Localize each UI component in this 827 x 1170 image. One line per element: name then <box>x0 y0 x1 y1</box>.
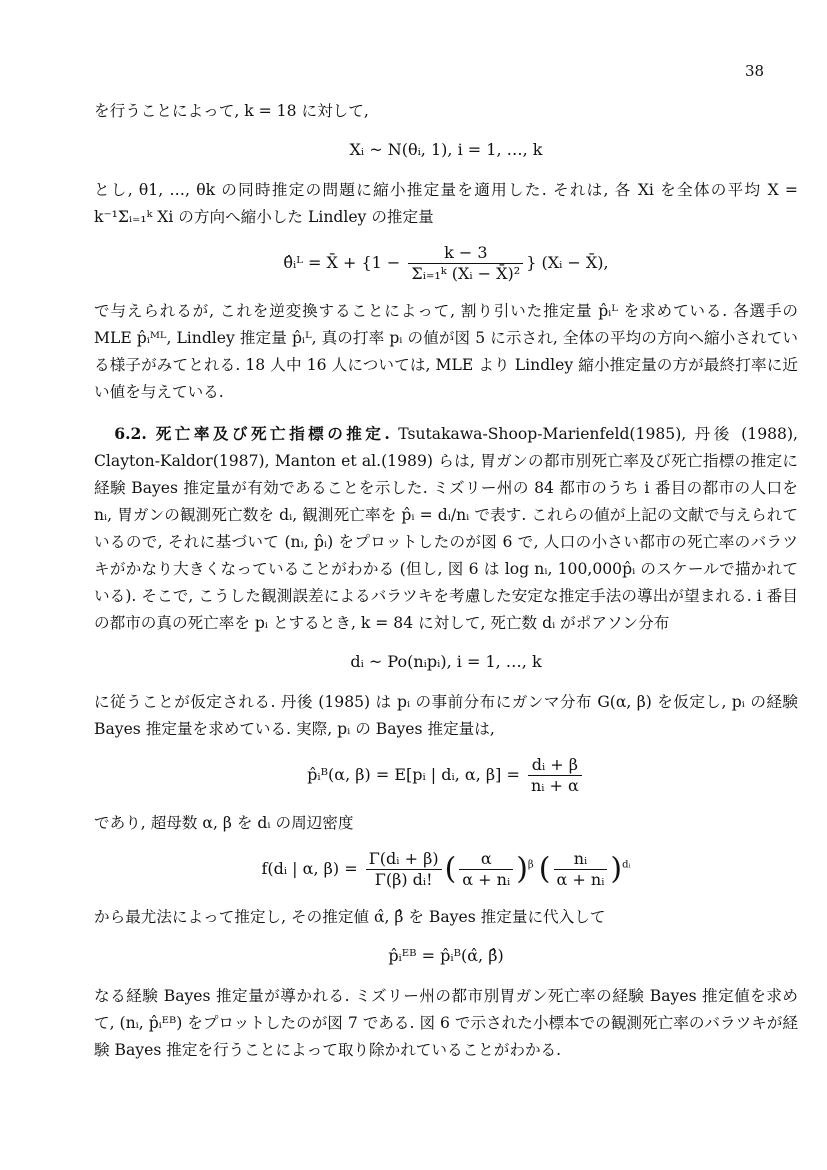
equation-marginal-lhs: f(dᵢ | α, β) = <box>261 859 363 878</box>
paragraph-marginal-density: であり, 超母数 α, β を dᵢ の周辺密度 <box>94 814 354 832</box>
equation-lindley-lhs: θ̂ᵢᴸ = X̄ + {1 − <box>283 253 406 272</box>
paragraph-gamma-prior: に従うことが仮定される. 丹後 (1985) は pᵢ の事前分布にガンマ分布 G(α, β) を仮定し, pᵢ の経験 Bayes 推定量を求めている. 実際, pᵢ の Bayes 推定量は, <box>94 693 798 738</box>
paragraph-discounted-estimator: で与えられるが, これを逆変換することによって, 割り引いた推定量 p̂ᵢᴸ を求めている. 各選手の MLE p̂ᵢᴹᴸ, Lindley 推定量 p̂ᵢᴸ, 真の打率 pᵢ の値が図 5 に示され, 全体の平均の方向へ縮小されている様子がみてとれる. 18 人中 16 人については, MLE より Lindley 縮小推定量の方が最終打率に近い値を与えている. <box>94 302 798 401</box>
equation-marginal-n-exponent: dᵢ <box>622 859 631 871</box>
paragraph-intro: を行うことによって, k = 18 に対して, <box>94 102 369 120</box>
left-paren: ( <box>538 851 551 887</box>
equation-bayes-lhs: p̂ᵢᴮ(α, β) = E[pᵢ | dᵢ, α, β] = <box>307 765 525 784</box>
paragraph-section-6-2 <box>94 420 798 637</box>
section-body: Tsutakawa-Shoop-Marienfeld(1985), 丹後 (1988), Clayton-Kaldor(1987), Manton et al.(1989) らは, 胃ガンの都市別死亡率及び死亡指標の推定に経験 Bayes 推定量が有効であることを示した. ミズリー州の 84 都市のうち i 番目の都市の人口を nᵢ, 胃ガンの観測死亡数を dᵢ, 観測死亡率を p̂ᵢ = dᵢ/nᵢ で表す. これらの値が上記の文献で与えられているので, それに基づいて (nᵢ, p̂ᵢ) をプロットしたのが図 6 で, 人口の小さい都市の死亡率のバラツキがかなり大きくなっていることがわかる (但し, 図 6 は log nᵢ, 100,000p̂ᵢ のスケールで描かれている). そこで, こうした観測誤差によるバラツキを考慮した安定な推定手法の導出が望まれる. i 番目の都市の真の死亡率を pᵢ とするとき, k = 84 に対して, 死亡数 dᵢ がポアソン分布 <box>94 425 799 632</box>
paragraph-lindley: とし, θ1, …, θk の同時推定の問題に縮小推定量を適用した. それは, 各 Xi を全体の平均 X = k⁻¹Σᵢ₌₁ᵏ Xi の方向へ縮小した Lindley の推定量 <box>94 181 798 226</box>
equation-lindley-numerator: k − 3 <box>408 243 523 264</box>
equation-marginal-alpha-exponent: β <box>527 859 534 871</box>
equation-marginal-gamma-ratio <box>366 849 442 890</box>
equation-lindley-denominator: Σᵢ₌₁ᵏ (Xᵢ − X̄)² <box>411 264 521 283</box>
equation-bayes-fraction <box>528 755 582 796</box>
paragraph-mle-plugin: から最尤法によって推定し, その推定値 α̂, β̂ を Bayes 推定量に代入して <box>94 908 606 926</box>
equation-marginal-alpha-numerator: α <box>459 849 513 870</box>
equation-normal-model: Xᵢ ~ N(θᵢ, 1), i = 1, …, k <box>349 140 543 159</box>
equation-marginal-n-numerator: nᵢ <box>554 849 608 870</box>
equation-lindley-fraction <box>408 243 523 284</box>
equation-marginal-gamma-denominator: Γ(β) dᵢ! <box>374 870 433 889</box>
equation-bayes-numerator: dᵢ + β <box>528 755 582 776</box>
right-paren: ) <box>610 851 623 887</box>
equation-marginal-density <box>94 849 798 890</box>
equation-lindley-rhs: } (Xᵢ − X̄), <box>526 253 609 272</box>
equation-marginal-n-denominator: α + nᵢ <box>556 870 605 889</box>
equation-marginal-n-ratio <box>554 849 608 890</box>
page-number: 38 <box>745 62 765 80</box>
page-body <box>94 98 798 1064</box>
left-paren: ( <box>444 851 457 887</box>
right-paren: ) <box>516 851 528 887</box>
equation-marginal-alpha-denominator: α + nᵢ <box>462 870 511 889</box>
equation-bayes-estimator <box>94 755 798 796</box>
equation-lindley-estimator <box>94 243 798 284</box>
equation-bayes-denominator: nᵢ + α <box>530 776 579 795</box>
equation-marginal-gamma-numerator: Γ(dᵢ + β) <box>366 849 442 870</box>
section-heading: 6.2. 死亡率及び死亡指標の推定. <box>114 424 390 443</box>
equation-empirical-bayes: p̂ᵢᴱᴮ = p̂ᵢᴮ(α̂, β̂) <box>388 946 504 965</box>
equation-marginal-alpha-ratio <box>459 849 513 890</box>
paragraph-conclusion: なる経験 Bayes 推定量が導かれる. ミズリー州の都市別胃ガン死亡率の経験 Bayes 推定値を求めて, (nᵢ, p̂ᵢᴱᴮ) をプロットしたのが図 7 である. 図 6 で示された小標本での観測死亡率のバラツキが経験 Bayes 推定を行うことによって取り除かれていることがわかる. <box>94 987 798 1059</box>
equation-poisson-model: dᵢ ~ Po(nᵢpᵢ), i = 1, …, k <box>350 652 542 671</box>
